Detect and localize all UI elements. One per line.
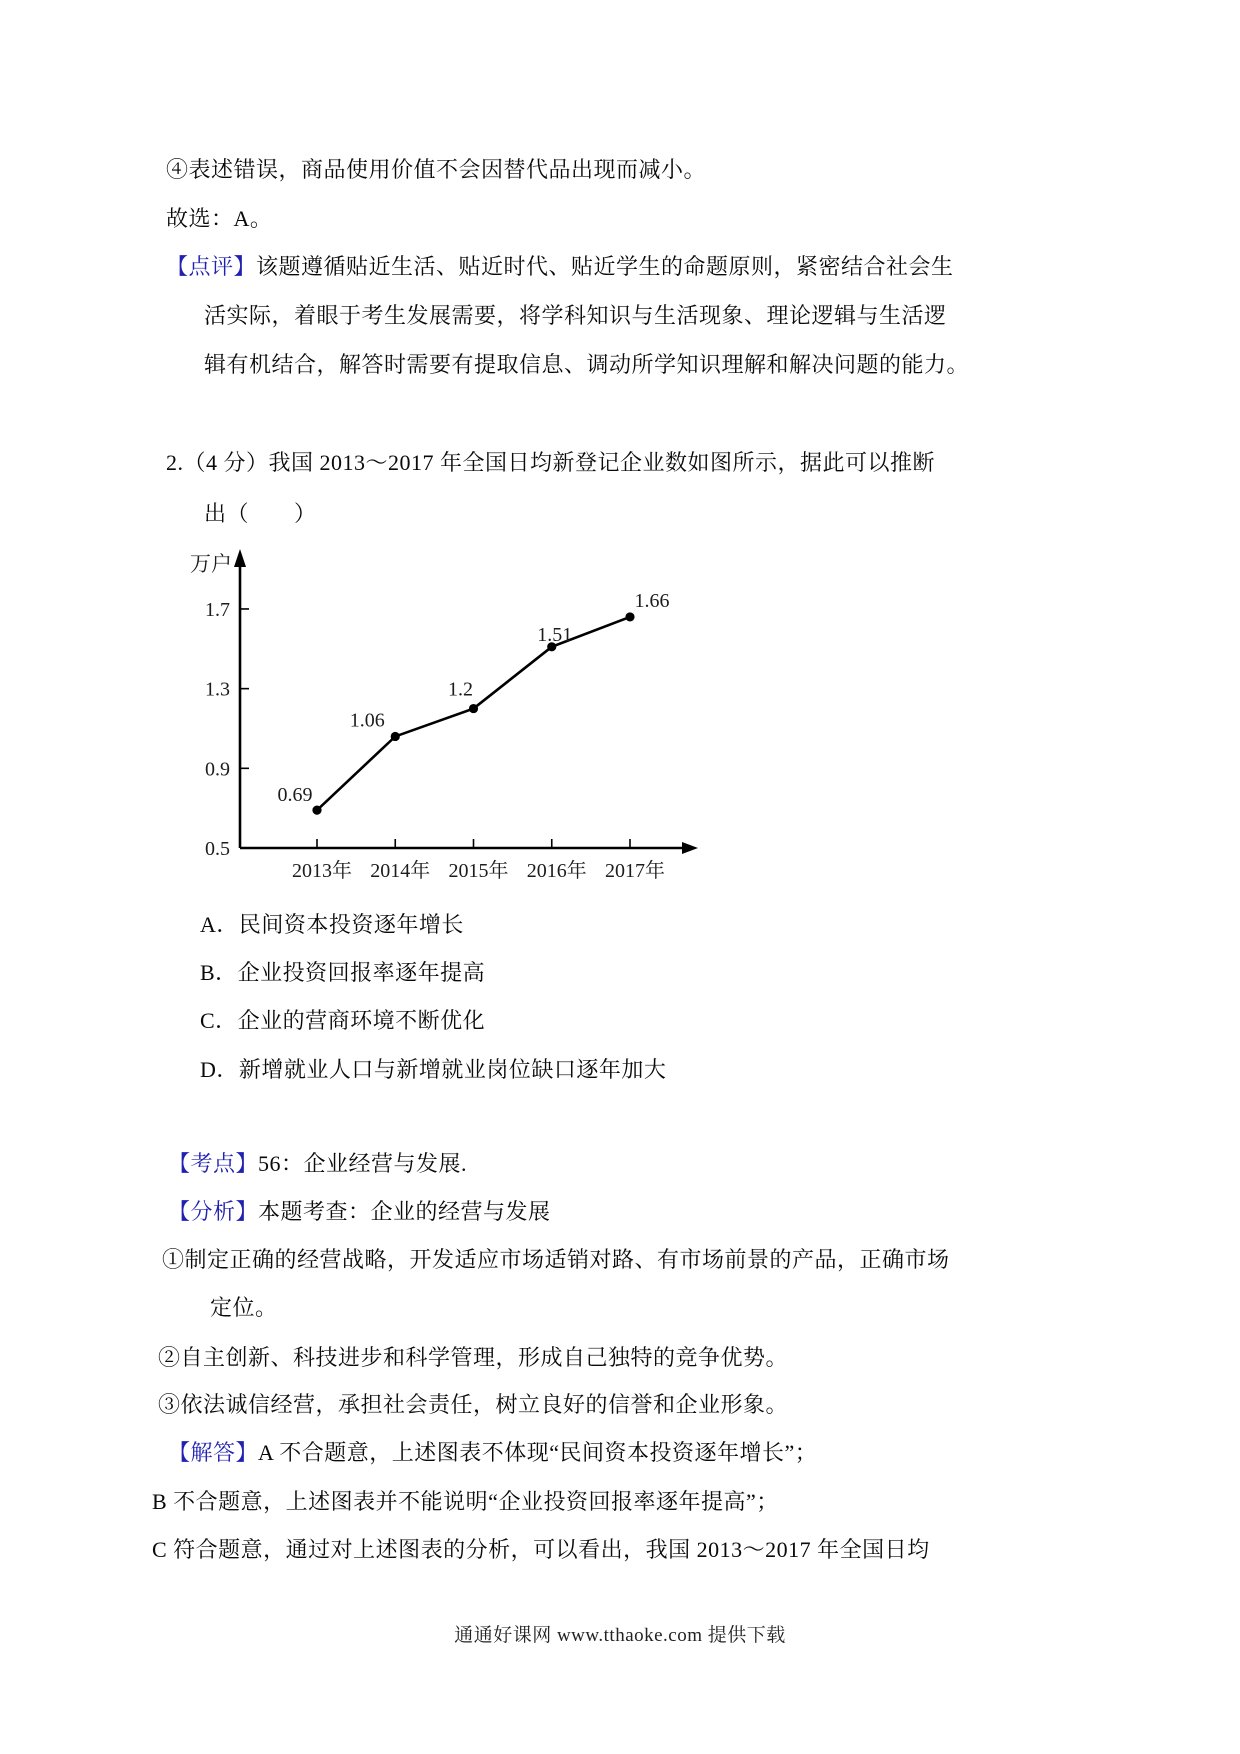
- comment-line-2: [204, 301, 947, 331]
- answer1-point4-line: [166, 155, 706, 185]
- point-label: 1.2: [448, 678, 473, 701]
- y-tick-label: 1.3: [205, 678, 230, 701]
- x-tick-label: 2013年: [292, 860, 352, 882]
- jieda-text-c: C 符合题意，通过对上述图表的分析，可以看出，我国 2013～2017 年全国日均: [152, 1537, 930, 1562]
- kaodian-line: [168, 1149, 467, 1179]
- option-b-text: B．企业投资回报率逐年提高: [200, 960, 486, 985]
- x-tick-label: 2017年: [605, 860, 665, 882]
- option-d-text: D．新增就业人口与新增就业岗位缺口逐年加大: [200, 1057, 667, 1082]
- data-point: [391, 732, 400, 741]
- jieda-line-b: [152, 1487, 779, 1517]
- data-point: [469, 704, 478, 713]
- footer: [0, 1620, 1240, 1647]
- question2-stem-text-1: 2.（4 分）我国 2013～2017 年全国日均新登记企业数如图所示，据此可以推断: [166, 450, 936, 475]
- footer-text: 通通好课网 www.tthaoke.com 提供下载: [454, 1625, 786, 1646]
- fenxi-line: [168, 1197, 551, 1227]
- answer1-point4-text: ④表述错误，商品使用价值不会因替代品出现而减小。: [166, 157, 707, 182]
- analysis-point2-line: [158, 1343, 788, 1373]
- analysis-point3-text: ③依法诚信经营，承担社会责任，树立良好的信誉和企业形象。: [158, 1392, 789, 1417]
- comment-text-1: 该题遵循贴近生活、贴近时代、贴近学生的命题原则，紧密结合社会生: [256, 254, 954, 279]
- point-label: 1.66: [634, 589, 670, 612]
- comment-label: 【点评】: [166, 254, 257, 279]
- y-tick-label: 0.5: [205, 838, 230, 860]
- fenxi-text: 本题考查：企业的经营与发展: [258, 1199, 551, 1224]
- y-axis-arrow-icon: [234, 549, 246, 567]
- y-tick-label: 1.7: [205, 598, 230, 621]
- x-tick-label: 2014年: [370, 860, 431, 882]
- answer1-choice-text: 故选：A。: [166, 206, 273, 231]
- analysis-point1-line-2: [210, 1293, 278, 1323]
- chart-svg: [170, 545, 715, 890]
- x-tick-label: 2015年: [448, 860, 509, 882]
- jieda-text-b: B 不合题意，上述图表并不能说明“企业投资回报率逐年提高”；: [152, 1489, 779, 1514]
- data-point: [312, 806, 321, 815]
- data-point: [625, 612, 634, 621]
- comment-line-3: [204, 350, 969, 380]
- analysis-point2-text: ②自主创新、科技进步和科学管理，形成自己独特的竞争优势。: [158, 1345, 789, 1370]
- y-tick-label: 0.9: [205, 758, 230, 781]
- option-c: [200, 1006, 485, 1036]
- comment-line-1: [166, 252, 954, 282]
- option-c-text: C．企业的营商环境不断优化: [200, 1008, 486, 1033]
- answer1-choice-line: [166, 204, 272, 234]
- jieda-label: 【解答】: [168, 1440, 259, 1465]
- comment-text-3: 辑有机结合，解答时需要有提取信息、调动所学知识理解和解决问题的能力。: [204, 352, 970, 377]
- point-label: 1.06: [349, 709, 385, 732]
- option-a-text: A．民间资本投资逐年增长: [200, 912, 464, 937]
- option-a: [200, 910, 464, 940]
- question2-stem-line-1: [166, 448, 935, 478]
- option-b: [200, 958, 485, 988]
- fenxi-label: 【分析】: [168, 1199, 259, 1224]
- jieda-line-c: [152, 1535, 930, 1565]
- analysis-point1-text-1: ①制定正确的经营战略，开发适应市场适销对路、有市场前景的产品，正确市场: [162, 1247, 950, 1272]
- x-axis-arrow-icon: [682, 842, 698, 854]
- jieda-line-a: [168, 1438, 817, 1468]
- comment-text-2: 活实际，着眼于考生发展需要，将学科知识与生活现象、理论逻辑与生活逻: [204, 303, 947, 328]
- analysis-point1-text-2: 定位。: [210, 1295, 278, 1320]
- analysis-point3-line: [158, 1390, 788, 1420]
- kaodian-text: 56：企业经营与发展.: [258, 1151, 468, 1176]
- point-label: 1.51: [537, 623, 573, 646]
- option-d: [200, 1055, 666, 1085]
- point-label: 0.69: [277, 784, 313, 807]
- kaodian-label: 【考点】: [168, 1151, 259, 1176]
- y-axis-unit-label: 万户: [190, 552, 232, 576]
- jieda-text-a: A 不合题意，上述图表不体现“民间资本投资逐年增长”；: [258, 1440, 818, 1465]
- x-tick-label: 2016年: [526, 860, 587, 882]
- question2-stem-text-2: 出（ ）: [204, 501, 317, 526]
- analysis-point1-line-1: [162, 1245, 950, 1275]
- question2-stem-line-2: [204, 499, 317, 529]
